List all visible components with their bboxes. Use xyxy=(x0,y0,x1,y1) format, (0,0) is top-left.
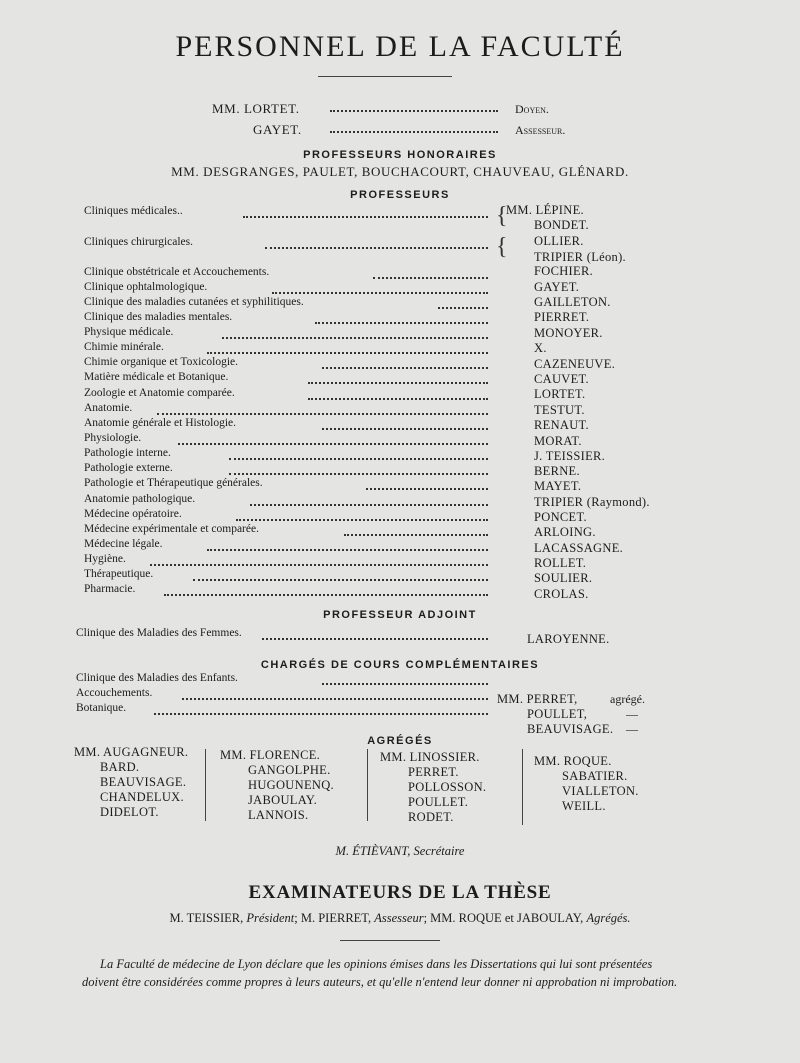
charge-subject: Botanique. xyxy=(76,702,127,714)
professor-subject: Clinique des maladies cutanées et syphilitiques. xyxy=(84,296,304,308)
agrege-name: BARD. xyxy=(100,760,140,774)
section-heading-honoraires: PROFESSEURS HONORAIRES xyxy=(303,149,497,161)
leader-dots xyxy=(164,592,488,596)
leader-dots xyxy=(243,214,488,218)
leader-dots xyxy=(157,411,488,415)
agrege-name: MM. FLORENCE. xyxy=(220,748,321,762)
leader-dots xyxy=(308,396,488,400)
professor-name: TESTUT. xyxy=(534,403,585,417)
professor-subject: Pathologie et Thérapeutique générales. xyxy=(84,477,263,489)
professor-subject: Clinique ophtalmologique. xyxy=(84,281,208,293)
leader-dots xyxy=(344,532,488,536)
column-divider xyxy=(522,749,523,825)
professor-subject: Médecine légale. xyxy=(84,538,163,550)
leader-dots xyxy=(272,290,488,294)
professor-subject: Pathologie interne. xyxy=(84,447,171,459)
professor-subject: Pathologie externe. xyxy=(84,462,173,474)
column-divider xyxy=(205,749,206,821)
professor-subject: Cliniques chirurgicales. xyxy=(84,236,194,248)
agrege-name: VIALLETON. xyxy=(562,784,639,798)
leader-dots xyxy=(236,517,488,521)
brace-icon: { xyxy=(496,234,508,260)
professor-name: PIERRET. xyxy=(534,310,590,324)
agrege-name: RODET. xyxy=(408,810,454,824)
professor-subject: Zoologie et Anatomie comparée. xyxy=(84,387,235,399)
professor-name: BONDET. xyxy=(534,218,589,232)
disclaimer: La Faculté de médecine de Lyon déclare que les opinions émises dans les Dissertations qui lui sont présentées doivent être considérées comme propres à leurs auteurs, et qu'elle n'entend leur donner ni approbation ni improbation. xyxy=(82,957,678,989)
professor-subject: Pharmacie. xyxy=(84,583,136,595)
leader-dots xyxy=(373,275,488,279)
leader-dots xyxy=(330,129,498,133)
secretary xyxy=(0,844,800,859)
professor-subject: Chimie minérale. xyxy=(84,341,164,353)
brace-icon: { xyxy=(496,203,508,229)
professor-name: BERNE. xyxy=(534,464,580,478)
agrege-name: PERRET. xyxy=(408,765,459,779)
charge-note: agrégé. xyxy=(610,692,645,706)
leader-dots xyxy=(250,502,488,506)
leader-dots xyxy=(229,471,488,475)
examiners-part: ; M. PIERRET, xyxy=(294,911,375,925)
examiners-part: ; MM. ROQUE et JABOULAY, xyxy=(423,911,587,925)
professor-subject: Médecine opératoire. xyxy=(84,508,182,520)
professor-subject: Clinique obstétricale et Accouchements. xyxy=(84,266,270,278)
leader-dots xyxy=(229,456,488,460)
page-title: PERSONNEL DE LA FACULTÉ xyxy=(175,30,625,63)
professor-subject: Anatomie générale et Histologie. xyxy=(84,417,237,429)
professor-name: MONOYER. xyxy=(534,326,603,340)
adjoint-name: LAROYENNE. xyxy=(527,632,610,646)
leader-dots xyxy=(262,636,488,640)
officer-name: MM. LORTET. xyxy=(212,101,300,116)
leader-dots xyxy=(438,305,488,309)
professor-subject: Anatomie. xyxy=(84,402,133,414)
agrege-name: MM. AUGAGNEUR. xyxy=(74,745,189,759)
examiners-part: Assesseur xyxy=(374,911,424,925)
leader-dots xyxy=(207,547,488,551)
charge-note: — xyxy=(626,722,638,736)
leader-dots xyxy=(315,320,488,324)
professor-name: ROLLET. xyxy=(534,556,587,570)
leader-dots xyxy=(178,441,488,445)
examiners-part: Président xyxy=(246,911,295,925)
agrege-name: MM. LINOSSIER. xyxy=(380,750,480,764)
leader-dots xyxy=(322,426,488,430)
leader-dots xyxy=(322,365,488,369)
examiners-line xyxy=(0,911,800,926)
section-heading-adjoint: PROFESSEUR ADJOINT xyxy=(323,609,477,621)
leader-dots xyxy=(366,486,488,490)
leader-dots xyxy=(154,711,488,715)
professor-name: LACASSAGNE. xyxy=(534,541,624,555)
professor-subject: Physique médicale. xyxy=(84,326,174,338)
agrege-name: CHANDELUX. xyxy=(100,790,184,804)
professor-subject: Thérapeutique. xyxy=(84,568,154,580)
agrege-name: POULLET. xyxy=(408,795,469,809)
agrege-name: DIDELOT. xyxy=(100,805,159,819)
leader-dots xyxy=(222,335,488,339)
agrege-name: SABATIER. xyxy=(562,769,628,783)
officer-role: Assesseur. xyxy=(515,123,566,137)
agrege-name: GANGOLPHE. xyxy=(248,763,331,777)
professor-name: TRIPIER (Raymond). xyxy=(534,495,650,509)
honorary-names: MM. DESGRANGES, PAULET, BOUCHACOURT, CHAUVEAU, GLÉNARD. xyxy=(171,164,629,179)
agrege-name: WEILL. xyxy=(562,799,606,813)
charge-name: POULLET, xyxy=(527,707,588,721)
professor-name: CAUVET. xyxy=(534,372,589,386)
secretary-role: Secrétaire xyxy=(413,844,465,858)
agrege-name: LANNOIS. xyxy=(248,808,309,822)
professor-subject: Hygiène. xyxy=(84,553,126,565)
professor-name: GAILLETON. xyxy=(534,295,611,309)
professor-subject: Physiologie. xyxy=(84,432,142,444)
professor-name: J. TEISSIER. xyxy=(534,449,606,463)
professor-name: PONCET. xyxy=(534,510,587,524)
leader-dots xyxy=(322,681,488,685)
leader-dots xyxy=(330,108,498,112)
professor-subject: Médecine expérimentale et comparée. xyxy=(84,523,259,535)
professor-name: MORAT. xyxy=(534,434,582,448)
examiners-heading: EXAMINATEURS DE LA THÈSE xyxy=(248,882,552,903)
column-divider xyxy=(367,749,368,821)
professor-name: SOULIER. xyxy=(534,571,593,585)
professor-name: TRIPIER (Léon). xyxy=(534,250,626,264)
professor-name: MM. LÉPINE. xyxy=(506,203,584,217)
professor-name: MAYET. xyxy=(534,479,582,493)
section-heading-agreges: AGRÉGÉS xyxy=(367,735,433,747)
officer-name: GAYET. xyxy=(253,122,302,137)
agrege-name: HUGOUNENQ. xyxy=(248,778,334,792)
examiners-part: M. TEISSIER, xyxy=(169,911,247,925)
professor-subject: Cliniques médicales.. xyxy=(84,205,183,217)
leader-dots xyxy=(193,577,488,581)
professor-name: FOCHIER. xyxy=(534,264,594,278)
section-heading-charges: CHARGÉS DE COURS COMPLÉMENTAIRES xyxy=(260,659,540,671)
agrege-name: POLLOSSON. xyxy=(408,780,487,794)
agrege-name: BEAUVISAGE. xyxy=(100,775,187,789)
professor-subject: Anatomie pathologique. xyxy=(84,493,196,505)
agrege-name: MM. ROQUE. xyxy=(534,754,612,768)
professor-name: ARLOING. xyxy=(534,525,596,539)
professor-name: LORTET. xyxy=(534,387,586,401)
charge-name: MM. PERRET, xyxy=(497,692,578,706)
officer-role: Doyen. xyxy=(515,102,549,116)
professor-name: X. xyxy=(534,341,547,355)
examiners-rule xyxy=(340,940,440,941)
professor-name: OLLIER. xyxy=(534,234,584,248)
adjoint-subject: Clinique des Maladies des Femmes. xyxy=(76,627,242,639)
leader-dots xyxy=(265,245,488,249)
professor-name: CAZENEUVE. xyxy=(534,357,616,371)
charge-name: BEAUVISAGE. xyxy=(527,722,614,736)
charge-subject: Accouchements. xyxy=(76,687,153,699)
professor-name: GAYET. xyxy=(534,280,580,294)
professor-subject: Chimie organique et Toxicologie. xyxy=(84,356,238,368)
leader-dots xyxy=(308,380,488,384)
leader-dots xyxy=(207,350,488,354)
agrege-name: JABOULAY. xyxy=(248,793,318,807)
professor-subject: Matière médicale et Botanique. xyxy=(84,371,229,383)
leader-dots xyxy=(150,562,488,566)
professor-name: CROLAS. xyxy=(534,587,589,601)
section-heading-professeurs: PROFESSEURS xyxy=(350,189,450,201)
examiners-part: Agrégés. xyxy=(586,911,631,925)
professor-name: RENAUT. xyxy=(534,418,589,432)
leader-dots xyxy=(182,696,488,700)
charge-subject: Clinique des Maladies des Enfants. xyxy=(76,672,238,684)
secretary-name: M. ÉTIÈVANT, xyxy=(335,844,411,858)
professor-subject: Clinique des maladies mentales. xyxy=(84,311,233,323)
charge-note: — xyxy=(626,707,638,721)
title-rule xyxy=(318,76,452,77)
